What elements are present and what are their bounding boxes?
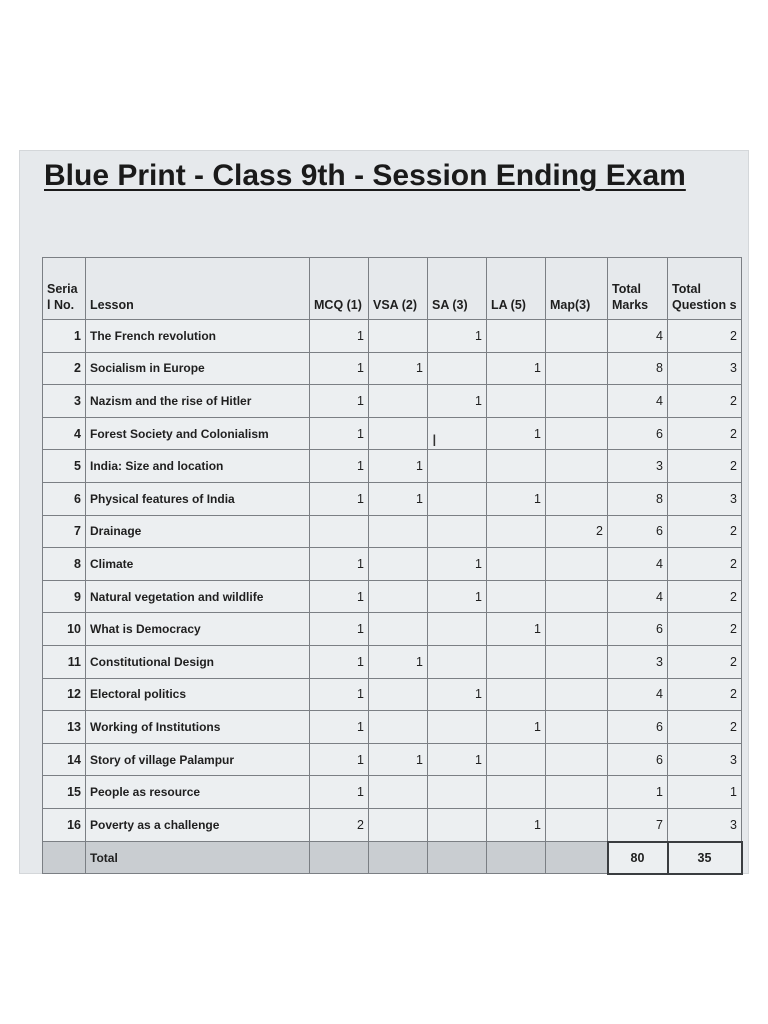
cell-total-marks: 3: [608, 450, 668, 483]
cell-la: 1: [487, 808, 546, 841]
table-row: [43, 580, 742, 613]
cell-total-marks: 1: [608, 776, 668, 809]
cell-la: [487, 678, 546, 711]
cell-total-questions: 2: [668, 450, 742, 483]
table-row: [43, 548, 742, 581]
cell-total-questions: 3: [668, 352, 742, 385]
cell-vsa: [369, 385, 428, 418]
cell-total-questions: 3: [668, 482, 742, 515]
cell-vsa: [369, 548, 428, 581]
cell-lesson: Climate: [86, 548, 310, 581]
total-row: [43, 842, 742, 874]
cell-total-questions: 2: [668, 320, 742, 353]
cell-map: 2: [546, 515, 608, 548]
cell-total-questions: 2: [668, 580, 742, 613]
total-row-blank: [310, 842, 369, 874]
cell-mcq: 1: [310, 743, 369, 776]
cell-sa: [428, 515, 487, 548]
table-body: [43, 320, 742, 842]
cell-map: [546, 678, 608, 711]
cell-total-marks: 4: [608, 548, 668, 581]
cell-map: [546, 482, 608, 515]
cell-map: [546, 548, 608, 581]
cell-map: [546, 450, 608, 483]
cell-vsa: 1: [369, 450, 428, 483]
cell-vsa: [369, 678, 428, 711]
header-vsa: VSA (2): [369, 258, 428, 320]
cell-vsa: [369, 808, 428, 841]
cell-vsa: 1: [369, 352, 428, 385]
total-row-blank: [428, 842, 487, 874]
cell-la: 1: [487, 482, 546, 515]
cell-la: 1: [487, 711, 546, 744]
total-row-blank: [487, 842, 546, 874]
cell-vsa: [369, 580, 428, 613]
cell-total-marks: 4: [608, 385, 668, 418]
cell-la: [487, 450, 546, 483]
blueprint-table: [42, 257, 743, 875]
cell-lesson: The French revolution: [86, 320, 310, 353]
cell-total-marks: 8: [608, 352, 668, 385]
cell-mcq: 1: [310, 776, 369, 809]
cell-mcq: 1: [310, 417, 369, 450]
cell-serial: 16: [43, 808, 86, 841]
cell-la: [487, 645, 546, 678]
cell-serial: 3: [43, 385, 86, 418]
cell-lesson: Poverty as a challenge: [86, 808, 310, 841]
total-row-blank: [546, 842, 608, 874]
cell-lesson: Natural vegetation and wildlife: [86, 580, 310, 613]
cell-serial: 5: [43, 450, 86, 483]
table-row: [43, 645, 742, 678]
table-row: [43, 808, 742, 841]
cell-map: [546, 645, 608, 678]
header-la: LA (5): [487, 258, 546, 320]
cell-mcq: 2: [310, 808, 369, 841]
cell-vsa: 1: [369, 645, 428, 678]
cell-total-marks: 6: [608, 613, 668, 646]
table-header-row: [43, 258, 742, 320]
cell-vsa: [369, 711, 428, 744]
cell-total-questions: 2: [668, 711, 742, 744]
cell-serial: 12: [43, 678, 86, 711]
cell-sa: [428, 808, 487, 841]
cell-sa: 1: [428, 743, 487, 776]
cell-sa: [428, 482, 487, 515]
cell-total-questions: 2: [668, 417, 742, 450]
cell-sa: 1: [428, 320, 487, 353]
cell-total-marks: 6: [608, 743, 668, 776]
cell-map: [546, 776, 608, 809]
cell-lesson: Nazism and the rise of Hitler: [86, 385, 310, 418]
cell-sa: [428, 645, 487, 678]
table-row: [43, 320, 742, 353]
cell-lesson: Socialism in Europe: [86, 352, 310, 385]
cell-lesson: Story of village Palampur: [86, 743, 310, 776]
cell-sa: 1: [428, 580, 487, 613]
cell-mcq: 1: [310, 678, 369, 711]
cell-total-marks: 4: [608, 320, 668, 353]
cell-mcq: 1: [310, 320, 369, 353]
page-title: Blue Print - Class 9th - Session Ending Exam: [44, 159, 686, 192]
cell-total-questions: 1: [668, 776, 742, 809]
cell-map: [546, 711, 608, 744]
cell-map: [546, 743, 608, 776]
table-row: [43, 613, 742, 646]
cell-sa: 1: [428, 678, 487, 711]
cell-sa: [428, 613, 487, 646]
cell-sa: 1: [428, 548, 487, 581]
cell-la: 1: [487, 613, 546, 646]
table-row: [43, 352, 742, 385]
cell-serial: 4: [43, 417, 86, 450]
cell-serial: 8: [43, 548, 86, 581]
cell-lesson: Constitutional Design: [86, 645, 310, 678]
cell-vsa: 1: [369, 743, 428, 776]
cell-vsa: [369, 515, 428, 548]
cell-sa: [428, 352, 487, 385]
cell-serial: 7: [43, 515, 86, 548]
cell-mcq: 1: [310, 450, 369, 483]
cell-serial: 9: [43, 580, 86, 613]
table-row: [43, 385, 742, 418]
table-row: [43, 678, 742, 711]
table-row: [43, 776, 742, 809]
total-marks-value: 80: [608, 842, 668, 874]
total-row-blank: [43, 842, 86, 874]
cell-lesson: Electoral politics: [86, 678, 310, 711]
cell-serial: 6: [43, 482, 86, 515]
cell-total-marks: 6: [608, 711, 668, 744]
cell-sa: [428, 450, 487, 483]
cell-map: [546, 580, 608, 613]
cell-la: 1: [487, 352, 546, 385]
cell-mcq: 1: [310, 482, 369, 515]
cell-la: [487, 580, 546, 613]
cell-serial: 14: [43, 743, 86, 776]
cell-vsa: [369, 417, 428, 450]
cell-lesson: People as resource: [86, 776, 310, 809]
cell-map: [546, 417, 608, 450]
cell-map: [546, 320, 608, 353]
total-label: Total: [86, 842, 310, 874]
cell-serial: 10: [43, 613, 86, 646]
text-cursor-icon: I: [432, 431, 437, 450]
cell-lesson: Forest Society and Colonialism: [86, 417, 310, 450]
cell-map: [546, 352, 608, 385]
cell-la: 1: [487, 417, 546, 450]
cell-vsa: [369, 776, 428, 809]
cell-lesson: Drainage: [86, 515, 310, 548]
table-row: [43, 450, 742, 483]
total-row-blank: [369, 842, 428, 874]
header-serial: Seria l No.: [43, 258, 86, 320]
cell-serial: 1: [43, 320, 86, 353]
cell-serial: 2: [43, 352, 86, 385]
cell-total-questions: 2: [668, 613, 742, 646]
cell-lesson: Physical features of India: [86, 482, 310, 515]
cell-total-questions: 2: [668, 645, 742, 678]
cell-total-marks: 6: [608, 515, 668, 548]
cell-total-marks: 7: [608, 808, 668, 841]
cell-total-marks: 3: [608, 645, 668, 678]
cell-mcq: 1: [310, 711, 369, 744]
cell-mcq: 1: [310, 645, 369, 678]
cell-mcq: 1: [310, 613, 369, 646]
cell-la: [487, 743, 546, 776]
table-row: [43, 711, 742, 744]
cell-map: [546, 613, 608, 646]
cell-map: [546, 385, 608, 418]
cell-mcq: 1: [310, 385, 369, 418]
cell-la: [487, 548, 546, 581]
cell-la: [487, 776, 546, 809]
cell-vsa: 1: [369, 482, 428, 515]
header-total-questions: Total Question s: [668, 258, 742, 320]
cell-total-questions: 3: [668, 743, 742, 776]
cell-vsa: [369, 613, 428, 646]
cell-mcq: 1: [310, 548, 369, 581]
cell-serial: 11: [43, 645, 86, 678]
cell-total-questions: 3: [668, 808, 742, 841]
cell-la: [487, 515, 546, 548]
cell-mcq: 1: [310, 352, 369, 385]
header-mcq: MCQ (1): [310, 258, 369, 320]
cell-total-questions: 2: [668, 385, 742, 418]
cell-mcq: [310, 515, 369, 548]
cell-total-marks: 6: [608, 417, 668, 450]
screen-area: [19, 150, 749, 874]
total-questions-value: 35: [668, 842, 742, 874]
cell-la: [487, 320, 546, 353]
cell-map: [546, 808, 608, 841]
cell-lesson: India: Size and location: [86, 450, 310, 483]
header-lesson: Lesson: [86, 258, 310, 320]
cell-total-marks: 8: [608, 482, 668, 515]
table-row: [43, 482, 742, 515]
header-map: Map(3): [546, 258, 608, 320]
cell-total-questions: 2: [668, 678, 742, 711]
cell-total-marks: 4: [608, 580, 668, 613]
cell-mcq: 1: [310, 580, 369, 613]
table-row: [43, 417, 742, 450]
cell-total-questions: 2: [668, 515, 742, 548]
cell-vsa: [369, 320, 428, 353]
cell-serial: 13: [43, 711, 86, 744]
cell-sa: [428, 711, 487, 744]
cell-lesson: Working of Institutions: [86, 711, 310, 744]
cell-la: [487, 385, 546, 418]
cell-serial: 15: [43, 776, 86, 809]
cell-lesson: What is Democracy: [86, 613, 310, 646]
cell-sa: [428, 776, 487, 809]
cell-total-questions: 2: [668, 548, 742, 581]
table-row: [43, 743, 742, 776]
cell-total-marks: 4: [608, 678, 668, 711]
table-row: [43, 515, 742, 548]
header-total-marks: Total Marks: [608, 258, 668, 320]
cell-sa: 1: [428, 385, 487, 418]
header-sa: SA (3): [428, 258, 487, 320]
